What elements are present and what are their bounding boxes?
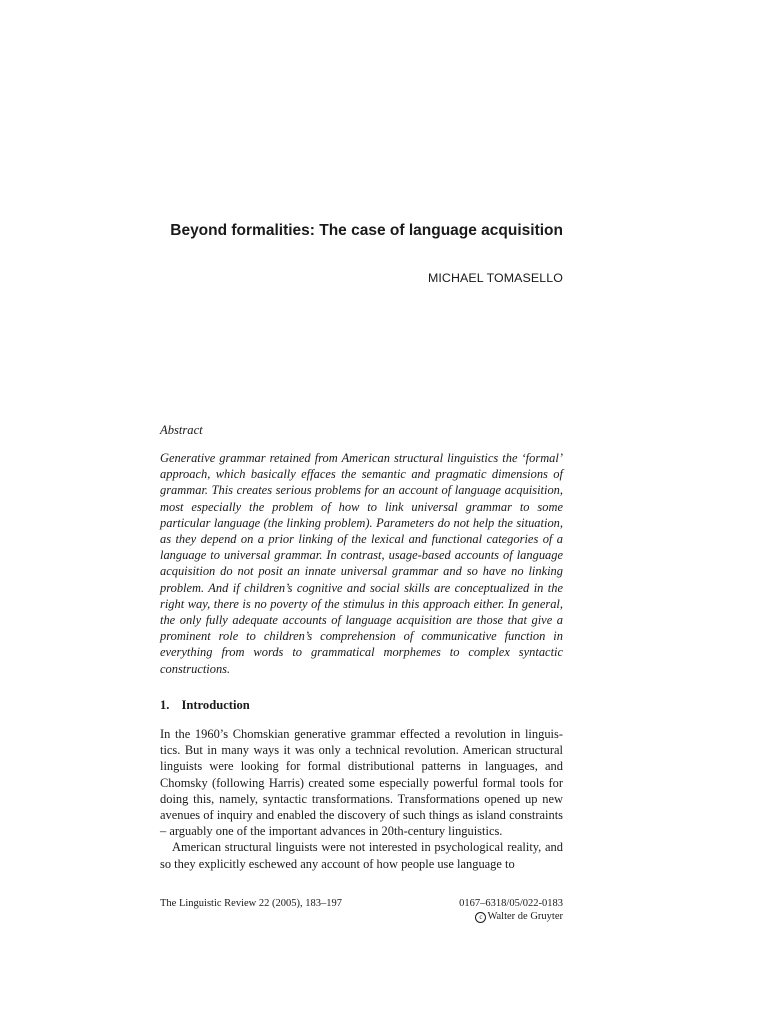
abstract-text: Generative grammar retained from American structural linguistics the ‘formal’ approach, which basically effaces the semantic and pragmatic dimensions of grammar. This creates serious problems for an account of language acquisition, most especially the problem of how to link universal grammar to some particular language (the linking problem). Parameters do not help the situation, as they depend on a prior linking of the lexical and functional categories of a language to universal grammar. In contrast, usage-based accounts of language acquisition do not posit an innate universal grammar and so have no linking problem. And if children’s cognitive and social skills are conceptualized in the right way, there is no poverty of the stimulus in this approach either. In general, the only fully adequate accounts of language acquisition are those that give a prominent role to children’s comprehension of communicative function in everything from words to grammatical morphemes to complex syntactic constructions.	[160, 451, 563, 676]
journal-citation: The Linguistic Review 22 (2005), 183–197	[160, 898, 342, 909]
paper-title: Beyond formalities: The case of language acquisition	[170, 222, 563, 239]
article-code: 0167–6318/05/022-0183	[459, 898, 563, 909]
section-number: 1.	[160, 698, 170, 712]
abstract-heading: Abstract	[160, 423, 203, 437]
section-title: Introduction	[181, 698, 250, 712]
copyright-line	[363, 910, 563, 923]
publisher-name: Walter de Gruyter	[487, 911, 563, 922]
body-text	[160, 726, 563, 872]
section-heading	[160, 697, 250, 713]
paragraph: In the 1960’s Chomskian generative grammar effected a revolution in linguistics. But in many ways it was only a technical revolution. American structural linguists were looking for formal distributional patterns in languages, and Chomsky (following Harris) created some especially powerful formal tools for doing this, namely, syntactic transformations. Transformations opened up new avenues of inquiry and enabled the discovery of such things as island constraints – arguably one of the important advances in 20th-century linguistics.	[160, 727, 563, 839]
footer-publisher-info	[363, 897, 563, 923]
copyright-icon: c	[475, 912, 486, 923]
author-name: MICHAEL TOMASELLO	[427, 271, 563, 285]
paragraph: American structural linguists were not interested in psychological reality, and so they explicitly eschewed any account of how people use language to	[160, 840, 563, 871]
